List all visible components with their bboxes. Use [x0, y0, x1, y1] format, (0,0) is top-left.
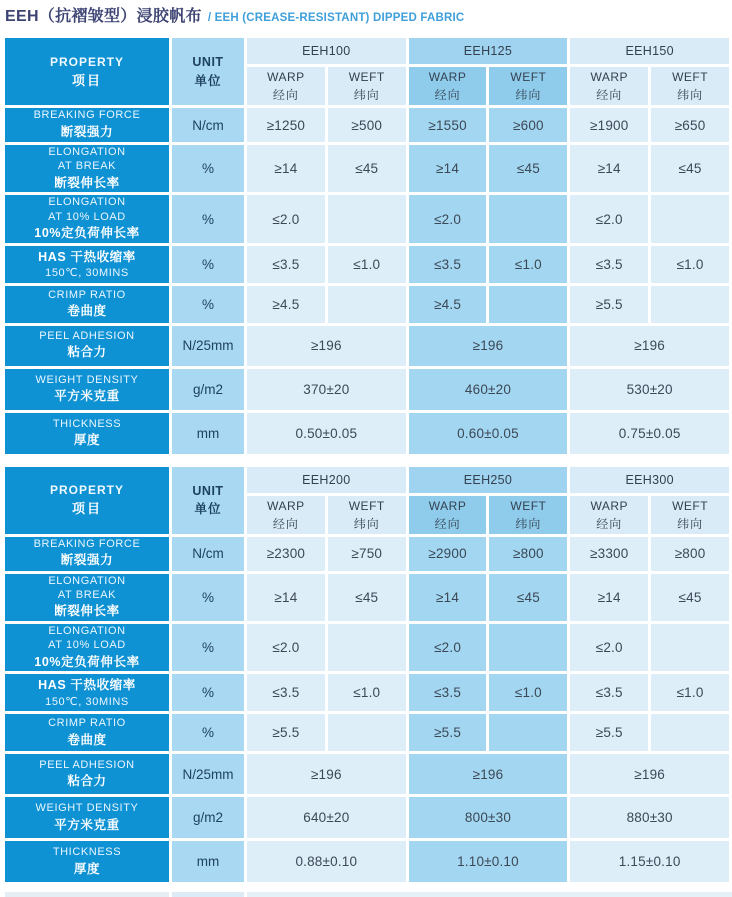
row-label-line: WEIGHT DENSITY	[35, 802, 139, 815]
value-cell	[651, 195, 729, 242]
row-label-line: AT 10% LOAD	[48, 210, 126, 223]
spec-table-eeh200-300	[2, 464, 732, 886]
value-cell: ≤45	[651, 574, 729, 621]
weft-label-en: WEFT	[672, 70, 709, 84]
weft-label-zh: 纬向	[677, 516, 704, 531]
value-cell: ≤2.0	[247, 624, 325, 671]
unit-label-en: UNIT	[192, 484, 224, 499]
row-label	[5, 413, 169, 454]
value-cell: ≥750	[328, 537, 406, 571]
property-column-header	[5, 467, 169, 534]
warp-label-zh: 经向	[272, 516, 299, 531]
value-cell: ≤3.5	[247, 246, 325, 283]
value-cell: ≥500	[328, 108, 406, 142]
row-label-line: 卷曲度	[67, 732, 107, 747]
warp-label-zh: 经向	[272, 88, 299, 102]
value-cell: 640±20	[247, 797, 406, 838]
value-cell: ≥2900	[409, 537, 487, 571]
warp-label-en: WARP	[267, 70, 305, 84]
value-cell	[489, 286, 567, 323]
row-label-line: 150℃, 30MINS	[45, 267, 129, 280]
value-cell: 0.50±0.05	[247, 413, 406, 454]
row-label	[5, 369, 169, 410]
value-cell: ≥1900	[570, 108, 648, 142]
row-label-line: 断裂强力	[60, 124, 114, 139]
row-label	[5, 108, 169, 142]
value-cell: ≥800	[489, 537, 567, 571]
row-label-line: 平方米克重	[54, 817, 120, 832]
row-label	[5, 674, 169, 711]
value-cell: 460±20	[409, 369, 568, 410]
unit-cell: %	[172, 246, 244, 283]
value-cell	[489, 195, 567, 242]
warp-label-en: WARP	[267, 498, 305, 513]
value-cell: ≥196	[570, 754, 729, 794]
warp-header	[247, 67, 325, 105]
weft-label-en: WEFT	[510, 70, 547, 84]
value-cell: 1.10±0.10	[409, 841, 568, 882]
weft-header	[489, 496, 567, 534]
row-label	[5, 714, 169, 751]
row-label-line: 断裂伸长率	[54, 604, 120, 619]
unit-cell: mm	[172, 841, 244, 882]
value-cell: ≤3.5	[409, 674, 487, 711]
row-label	[5, 841, 169, 882]
value-cell: ≥3300	[570, 537, 648, 571]
warp-label-en: WARP	[428, 70, 467, 84]
weft-label-zh: 纬向	[515, 88, 542, 102]
warp-label-en: WARP	[428, 498, 467, 513]
row-label-line: CRIMP RATIO	[48, 717, 126, 730]
weft-header	[489, 67, 567, 105]
property-label-zh: 项目	[71, 501, 102, 517]
row-label	[5, 754, 169, 794]
row-label	[5, 246, 169, 283]
value-cell: ≥14	[570, 574, 648, 621]
value-cell	[328, 195, 406, 242]
warp-label-zh: 经向	[434, 88, 461, 102]
weft-label-zh: 纬向	[515, 516, 542, 531]
value-cell	[651, 624, 729, 671]
row-label-line: BREAKING FORCE	[33, 538, 141, 551]
unit-cell: N/cm	[172, 537, 244, 571]
unit-cell: %	[172, 145, 244, 192]
row-label-line: THICKNESS	[52, 417, 122, 430]
value-cell: ≤45	[328, 145, 406, 192]
value-cell: 1.15±0.10	[570, 841, 729, 882]
row-label-line: 10%定负荷伸长率	[34, 654, 140, 669]
row-label-line: HAS 干热收缩率	[38, 249, 136, 264]
value-cell: ≤3.5	[409, 246, 487, 283]
model-header: EEH300	[570, 467, 729, 493]
value-cell: ≥14	[247, 145, 325, 192]
warp-header	[409, 496, 487, 534]
value-cell: ≤2.0	[247, 195, 325, 242]
property-label-zh: 项目	[71, 72, 102, 88]
property-label-en: PROPERTY	[49, 54, 124, 69]
cutoff-segment	[247, 892, 732, 897]
value-cell: ≤1.0	[651, 246, 729, 283]
model-header: EEH150	[570, 38, 729, 64]
row-label	[5, 195, 169, 242]
unit-cell: %	[172, 574, 244, 621]
warp-label-en: WARP	[590, 498, 628, 513]
row-label	[5, 326, 169, 366]
value-cell: ≤2.0	[409, 624, 487, 671]
warp-header	[570, 67, 648, 105]
weft-label-zh: 纬向	[677, 88, 704, 102]
row-label-line: HAS 干热收缩率	[38, 678, 136, 693]
unit-cell: %	[172, 674, 244, 711]
row-label	[5, 286, 169, 323]
value-cell: ≤3.5	[570, 246, 648, 283]
weft-label-en: WEFT	[348, 498, 385, 513]
unit-column-header	[172, 467, 244, 534]
row-label-line: ELONGATION	[48, 574, 126, 587]
value-cell: ≥196	[247, 754, 406, 794]
property-label-en: PROPERTY	[49, 483, 124, 498]
weft-header	[328, 67, 406, 105]
value-cell: ≥14	[247, 574, 325, 621]
value-cell: ≥4.5	[247, 286, 325, 323]
value-cell: ≥196	[409, 754, 568, 794]
model-header: EEH250	[409, 467, 568, 493]
warp-header	[409, 67, 487, 105]
unit-cell: %	[172, 286, 244, 323]
row-label-line: 粘合力	[67, 345, 107, 360]
title-chinese: EEH（抗褶皱型）浸胶帆布	[5, 8, 202, 25]
cutoff-segment	[172, 892, 244, 897]
row-label-line: PEEL ADHESION	[39, 330, 135, 343]
row-label-line: AT BREAK	[57, 160, 117, 173]
model-header: EEH125	[409, 38, 568, 64]
row-label	[5, 624, 169, 671]
value-cell	[328, 624, 406, 671]
row-label-line: 厚度	[73, 432, 101, 447]
weft-label-en: WEFT	[348, 70, 385, 84]
value-cell	[651, 714, 729, 751]
value-cell: 0.88±0.10	[247, 841, 406, 882]
value-cell: ≥14	[570, 145, 648, 192]
title-english: / EEH (CREASE-RESISTANT) DIPPED FABRIC	[207, 12, 465, 24]
value-cell: ≤45	[651, 145, 729, 192]
unit-cell: g/m2	[172, 797, 244, 838]
cutoff-segment	[5, 892, 169, 897]
row-label-line: 150℃, 30MINS	[45, 696, 129, 709]
value-cell: ≥1550	[409, 108, 487, 142]
value-cell: ≥650	[651, 108, 729, 142]
weft-label-en: WEFT	[672, 498, 709, 513]
value-cell: ≤1.0	[489, 674, 567, 711]
unit-column-header	[172, 38, 244, 105]
value-cell	[328, 286, 406, 323]
value-cell: ≥14	[409, 574, 487, 621]
page-title	[2, 2, 732, 35]
row-label-line: 10%定负荷伸长率	[34, 225, 140, 240]
value-cell: ≤45	[489, 574, 567, 621]
next-table-cutoff-edge	[5, 892, 732, 897]
row-label	[5, 574, 169, 621]
row-label	[5, 797, 169, 838]
value-cell: ≥5.5	[570, 714, 648, 751]
unit-cell: g/m2	[172, 369, 244, 410]
row-label-line: BREAKING FORCE	[33, 109, 141, 122]
row-label-line: ELONGATION	[48, 196, 126, 209]
unit-cell: %	[172, 714, 244, 751]
value-cell: ≤1.0	[328, 246, 406, 283]
value-cell: ≥196	[247, 326, 406, 366]
unit-cell: %	[172, 195, 244, 242]
value-cell	[328, 714, 406, 751]
value-cell: ≤2.0	[409, 195, 487, 242]
spec-table-eeh100-150	[2, 35, 732, 457]
value-cell: ≤2.0	[570, 195, 648, 242]
value-cell: ≥600	[489, 108, 567, 142]
warp-label-zh: 经向	[596, 516, 623, 531]
value-cell	[651, 286, 729, 323]
weft-label-en: WEFT	[510, 498, 547, 513]
row-label	[5, 145, 169, 192]
unit-cell: N/cm	[172, 108, 244, 142]
value-cell: ≤2.0	[570, 624, 648, 671]
row-label-line: CRIMP RATIO	[48, 288, 126, 301]
value-cell: 0.75±0.05	[570, 413, 729, 454]
weft-header	[651, 496, 729, 534]
row-label-line: 粘合力	[67, 774, 107, 789]
value-cell	[489, 624, 567, 671]
model-header: EEH100	[247, 38, 406, 64]
row-label	[5, 537, 169, 571]
value-cell: ≥5.5	[570, 286, 648, 323]
unit-label-zh: 单位	[194, 502, 222, 517]
row-label-line: WEIGHT DENSITY	[35, 373, 139, 386]
unit-label-en: UNIT	[192, 55, 224, 70]
value-cell: ≥1250	[247, 108, 325, 142]
value-cell: 800±30	[409, 797, 568, 838]
weft-label-zh: 纬向	[353, 516, 380, 531]
value-cell: ≤3.5	[247, 674, 325, 711]
weft-header	[651, 67, 729, 105]
unit-label-zh: 单位	[194, 73, 222, 88]
value-cell: ≥196	[570, 326, 729, 366]
value-cell	[489, 714, 567, 751]
value-cell: 370±20	[247, 369, 406, 410]
row-label-line: THICKNESS	[52, 846, 122, 859]
row-label-line: 平方米克重	[54, 388, 120, 403]
value-cell: ≥196	[409, 326, 568, 366]
property-column-header	[5, 38, 169, 105]
row-label-line: PEEL ADHESION	[39, 758, 135, 771]
value-cell: ≥800	[651, 537, 729, 571]
warp-label-en: WARP	[590, 70, 628, 84]
value-cell: 880±30	[570, 797, 729, 838]
model-header: EEH200	[247, 467, 406, 493]
value-cell: ≥4.5	[409, 286, 487, 323]
row-label-line: ELONGATION	[48, 625, 126, 638]
warp-label-zh: 经向	[434, 516, 461, 531]
value-cell: ≥14	[409, 145, 487, 192]
row-label-line: 断裂伸长率	[54, 175, 120, 190]
warp-label-zh: 经向	[596, 88, 623, 102]
warp-header	[247, 496, 325, 534]
weft-label-zh: 纬向	[353, 88, 380, 102]
value-cell: ≤45	[328, 574, 406, 621]
row-label-line: ELONGATION	[48, 146, 126, 158]
value-cell: ≤1.0	[651, 674, 729, 711]
row-label-line: AT 10% LOAD	[48, 639, 126, 652]
weft-header	[328, 496, 406, 534]
warp-header	[570, 496, 648, 534]
value-cell: ≤1.0	[328, 674, 406, 711]
value-cell: 0.60±0.05	[409, 413, 568, 454]
value-cell: 530±20	[570, 369, 729, 410]
value-cell: ≥2300	[247, 537, 325, 571]
unit-cell: N/25mm	[172, 754, 244, 794]
value-cell: ≥5.5	[247, 714, 325, 751]
row-label-line: 断裂强力	[60, 553, 114, 568]
value-cell: ≥5.5	[409, 714, 487, 751]
unit-cell: N/25mm	[172, 326, 244, 366]
row-label-line: 厚度	[73, 861, 101, 876]
unit-cell: mm	[172, 413, 244, 454]
value-cell: ≤3.5	[570, 674, 648, 711]
unit-cell: %	[172, 624, 244, 671]
value-cell: ≤45	[489, 145, 567, 192]
value-cell: ≤1.0	[489, 246, 567, 283]
row-label-line: AT BREAK	[57, 588, 117, 601]
row-label-line: 卷曲度	[67, 303, 107, 318]
